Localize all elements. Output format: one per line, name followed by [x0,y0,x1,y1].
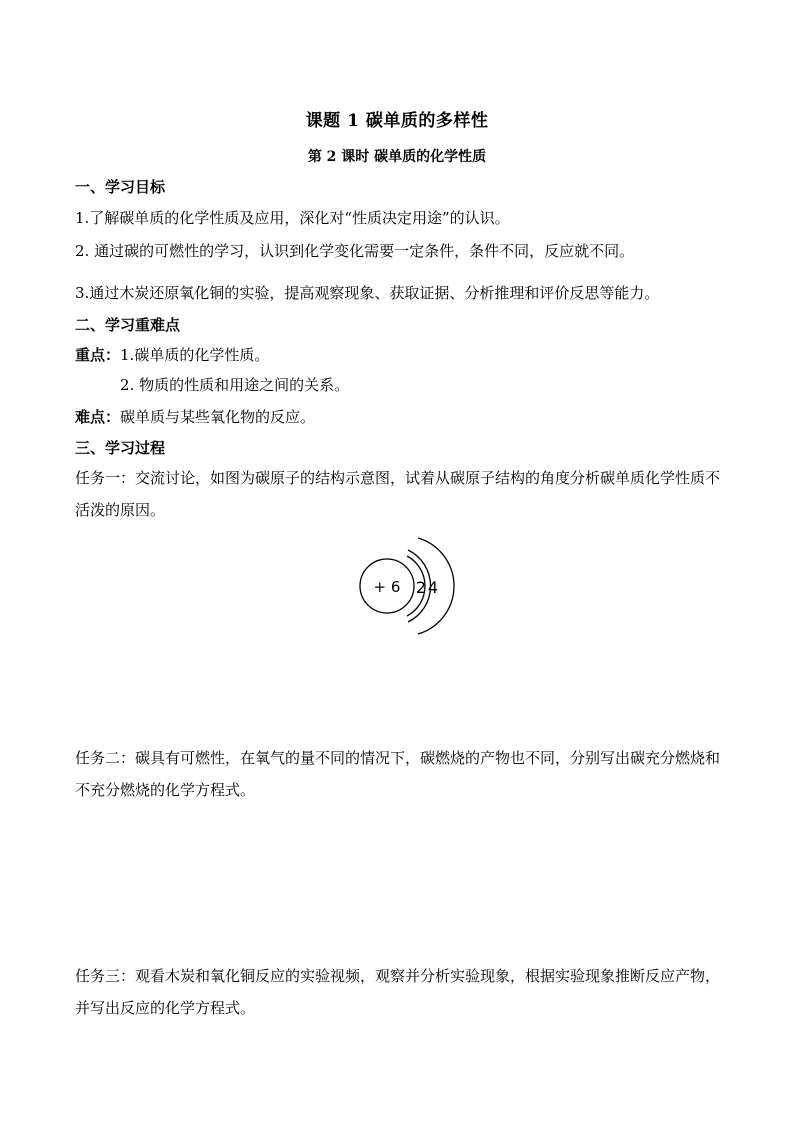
page-title: 课题 1 碳单质的多样性 [305,111,489,131]
nucleus-charge: + 6 [373,578,401,596]
key-item-1: 1.碳单质的化学性质。 [120,346,270,364]
shell-1-electrons: 2 [415,578,427,597]
carbon-atom-structure-diagram [345,530,455,640]
goal-item-3: 3.通过木炭还原氧化铜的实验，提高观察现象、获取证据、分析推理和评价反思等能力。 [75,284,660,302]
difficult-point-line [75,406,315,427]
key-point-line-1 [75,344,269,365]
key-item-2: 2. 物质的性质和用途之间的关系。 [120,376,350,394]
page-subtitle: 第 2 课时 碳单质的化学性质 [307,149,487,165]
section-heading-goals: 一、学习目标 [75,178,166,196]
task-3-text: 任务三：观看木炭和氧化铜反应的实验视频，观察并分析实验现象，根据实验现象推断反应产物，并写出反应的化学方程式。 [75,967,721,1017]
key-label: 重点： [75,346,121,364]
section-heading-process: 三、学习过程 [75,439,166,457]
task-1-text: 任务一：交流讨论，如图为碳原子的结构示意图，试着从碳原子结构的角度分析碳单质化学性质不活泼的原因。 [75,469,721,519]
shell-2-electrons: 4 [427,578,439,597]
difficult-label: 难点： [75,408,121,426]
goal-item-1: 1.了解碳单质的化学性质及应用，深化对“性质决定用途”的认识。 [75,209,510,227]
goal-item-2: 2. 通过碳的可燃性的学习，认识到化学变化需要一定条件，条件不同，反应就不同。 [75,242,635,260]
task-2-text: 任务二：碳具有可燃性，在氧气的量不同的情况下，碳燃烧的产物也不同，分别写出碳充分燃烧和不充分燃烧的化学方程式。 [75,749,721,799]
difficult-text: 碳单质与某些氧化物的反应。 [120,408,316,426]
section-heading-key-points: 二、学习重难点 [75,316,181,334]
